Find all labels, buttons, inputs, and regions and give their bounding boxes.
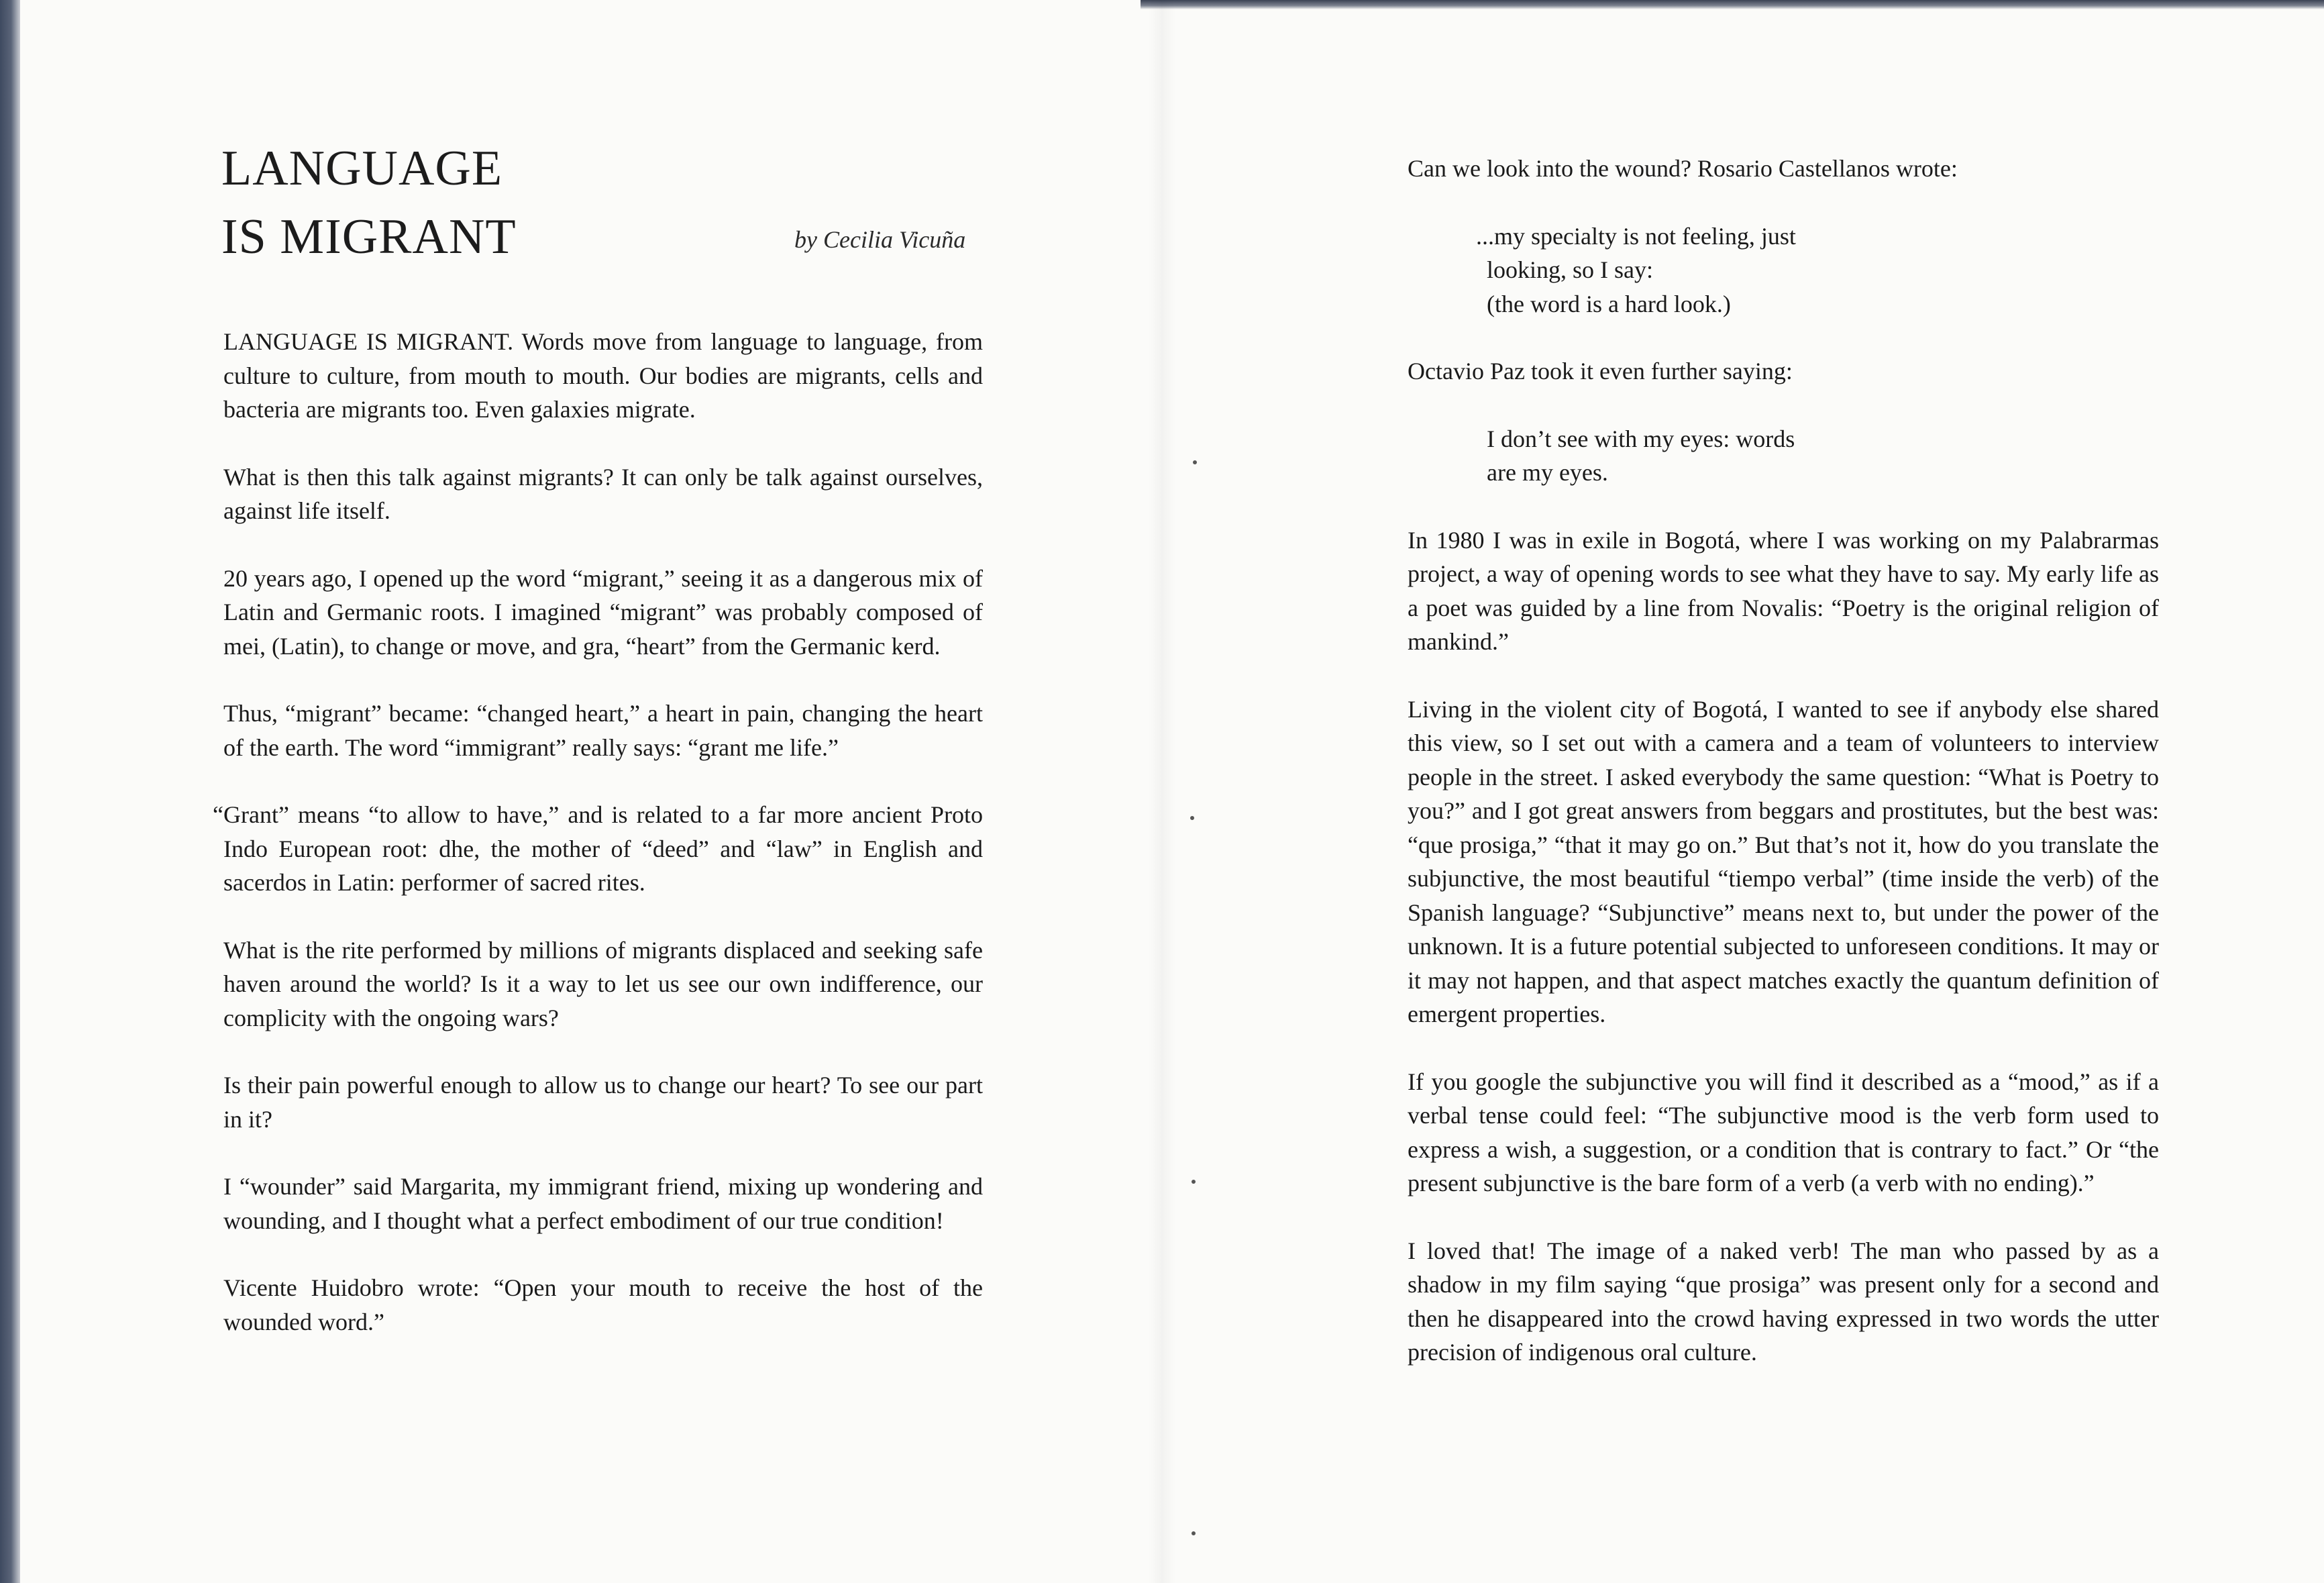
paragraph: Octavio Paz took it even further saying: bbox=[1408, 358, 1793, 385]
paragraph: 20 years ago, I opened up the word “migrant,” seeing it as a dangerous mix of Latin and Germanic roots. I imagined “migrant” was probably composed of mei, (Latin), to change or move, and gra, “heart” from the Germanic kerd. bbox=[223, 564, 983, 660]
article-title bbox=[221, 134, 517, 271]
paragraph: Can we look into the wound? Rosario Castellanos wrote: bbox=[1408, 155, 1958, 182]
paragraph: Thus, “migrant” became: “changed heart,” a heart in pain, changing the heart of the earth. The word “immigrant” really says: “grant me life.” bbox=[223, 700, 983, 761]
quote-line: I don’t see with my eyes: words bbox=[1487, 425, 1795, 452]
paragraph: “Grant” means “to allow to have,” and is related to a far more ancient Proto Indo European root: dhe, the mother of “deed” and “law” in English and sacerdos in Latin: performer of sacred rites. bbox=[213, 801, 983, 896]
paragraph: Living in the violent city of Bogotá, I wanted to see if anybody else shared this view, so I set out with a camera and a team of volunteers to interview people in the street. I asked everybody the same question: “What is Poetry to you?” and I got great answers from beggars and prostitutes, but the best was: “que prosiga,” “that it may go on.” But that’s not it, how do you translate the subjunctive, the most beautiful “tiempo verbal” (time inside the verb) of the Spanish language? “Subjunctive” means next to, but under the power of the unknown. It is a future potential subjected to unforeseen conditions. It may or it may not happen, and that aspect matches exactly the quantum definition of emergent properties. bbox=[1408, 695, 2159, 1027]
scan-edge-top bbox=[1141, 0, 2324, 9]
paragraph: In 1980 I was in exile in Bogotá, where I was working on my Palabrarmas project, a way of opening words to see what they have to say. My early life as a poet was guided by a line from Novalis: “Poetry is the original religion of mankind.” bbox=[1408, 526, 2159, 655]
page-gutter bbox=[1149, 0, 1175, 1583]
left-page-body bbox=[213, 325, 983, 1372]
paragraph: Vicente Huidobro wrote: “Open your mouth to receive the host of the wounded word.” bbox=[223, 1274, 983, 1335]
paragraph: I “wounder” said Margarita, my immigrant friend, mixing up wondering and wounding, and I thought what a perfect embodiment of our true condition! bbox=[223, 1173, 983, 1234]
scan-speck bbox=[1193, 460, 1197, 464]
paragraph: LANGUAGE IS MIGRANT. Words move from language to language, from culture to culture, from mouth to mouth. Our bodies are migrants, cells and bacteria are migrants too. Even galaxies migrate. bbox=[223, 328, 983, 423]
quote-line: ...my specialty is not feeling, just bbox=[1476, 222, 1796, 250]
title-line: IS MIGRANT bbox=[221, 209, 517, 264]
quote-line: (the word is a hard look.) bbox=[1487, 290, 1731, 317]
title-line: LANGUAGE bbox=[221, 141, 503, 196]
paragraph: If you google the subjunctive you will find it described as a “mood,” as if a verbal tense could feel: “The subjunctive mood is the verb form used to express a wish, a suggestion, or a condition that is contrary to fact.” Or “the present subjunctive is the bare form of a verb (a verb with no ending).” bbox=[1408, 1068, 2159, 1196]
quote-line: are my eyes. bbox=[1487, 459, 1608, 486]
paragraph: Is their pain powerful enough to allow us to change our heart? To see our part in it? bbox=[223, 1072, 983, 1133]
right-page-body bbox=[1408, 152, 2159, 1403]
paragraph: I loved that! The image of a naked verb! The man who passed by as a shadow in my film saying “que prosiga” was present only for a second and then he disappeared into the crowd having expressed in two words the utter precision of indigenous oral culture. bbox=[1408, 1237, 2159, 1366]
paragraph: What is then this talk against migrants? It can only be talk against ourselves, against life itself. bbox=[223, 463, 983, 524]
scan-speck bbox=[1192, 1180, 1196, 1184]
paragraph: What is the rite performed by millions of migrants displaced and seeking safe haven around the world? Is it a way to let us see our own indifference, our complicity with the ongoing wars? bbox=[223, 936, 983, 1031]
scan-speck bbox=[1192, 1531, 1196, 1535]
byline: by Cecilia Vicuña bbox=[794, 226, 966, 253]
quote-line: looking, so I say: bbox=[1487, 256, 1653, 283]
scan-edge-left bbox=[0, 0, 20, 1583]
block-quote-castellanos bbox=[1476, 219, 2159, 321]
scan-speck bbox=[1190, 816, 1194, 820]
block-quote-paz bbox=[1487, 422, 2159, 490]
